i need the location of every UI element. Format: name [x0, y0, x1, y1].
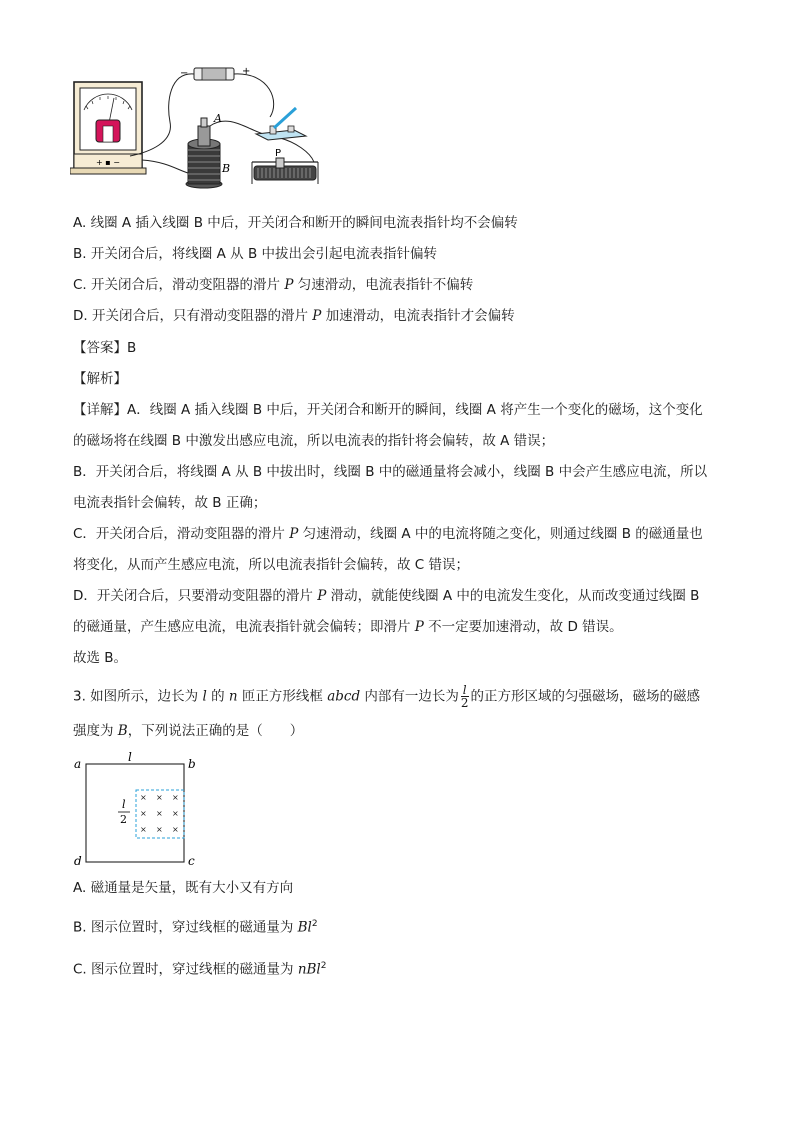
answer: [73, 338, 136, 358]
svg-text:×: ×: [156, 809, 163, 818]
meter-terminals: + ▪ −: [96, 158, 120, 167]
coil-a: [198, 118, 210, 146]
q3-option-a: A. 磁通量是矢量，既有大小又有方向: [73, 880, 294, 896]
q2-option-d: D. 开关闭合后，只有滑动变阻器的滑片 P 加速滑动，电流表指针才会偏转: [73, 308, 515, 324]
svg-text:×: ×: [140, 809, 147, 818]
label-p: P: [275, 148, 282, 159]
detail-line-6: 将变化，从而产生感应电流，所以电流表指针会偏转，故 C 错误；: [73, 557, 470, 573]
detail-line-3: B．开关闭合后，将线圈 A 从 B 中拔出时，线圈 B 中的磁通量将会减小，线圈 B 中会产生感应电流，所以: [73, 464, 708, 480]
svg-text:×: ×: [140, 825, 147, 834]
label-a: A: [214, 112, 222, 125]
detail-line-4: 电流表指针会偏转，故 B 正确；: [73, 495, 267, 511]
detail-line-7: D．开关闭合后，只要滑动变阻器的滑片 P 滑动，就能使线圈 A 中的电流发生变化，从而改变通过线圈 B: [73, 588, 700, 604]
vertex-b: b: [188, 757, 196, 771]
q3-option-b: B. 图示位置时，穿过线框的磁通量为 Bl$^2$: [73, 919, 318, 936]
q2-option-c: C. 开关闭合后，滑动变阻器的滑片 P 匀速滑动，电流表指针不偏转: [73, 277, 474, 293]
switch: [256, 108, 306, 140]
side-length-label: l: [128, 752, 132, 764]
detail-line-5: C．开关闭合后，滑动变阻器的滑片 P 匀速滑动，线圈 A 中的电流将随之变化，则通过线圈 B 的磁通量也: [73, 526, 703, 542]
q3-option-c: C. 图示位置时，穿过线框的磁通量为 nBl$^2$: [73, 961, 327, 978]
svg-text:×: ×: [156, 825, 163, 834]
rheostat: [252, 158, 318, 184]
label-b: B: [222, 162, 231, 175]
fraction-half-l: $\frac{l}{2}$: [460, 683, 469, 710]
square-frame-diagram: [70, 752, 210, 870]
answer-label: 【答案】: [73, 340, 127, 356]
answer-value: B: [127, 340, 137, 356]
q2-option-a: A. 线圈 A 插入线圈 B 中后，开关闭合和断开的瞬间电流表指针均不会偏转: [73, 215, 518, 231]
detail-line-2: 的磁场将在线圈 B 中激发出感应电流，所以电流表的指针将会偏转，故 A 错误；: [73, 433, 555, 449]
vertex-a: a: [74, 757, 82, 771]
battery-plus: +: [242, 66, 251, 77]
conclusion: 故选 B。: [73, 650, 128, 666]
svg-text:×: ×: [156, 793, 163, 802]
q3-stem-line-2: 强度为 B，下列说法正确的是（ ）: [73, 723, 304, 739]
half-label-num: l: [122, 798, 126, 811]
vertex-d: d: [74, 854, 82, 868]
circuit-diagram: [70, 62, 330, 190]
svg-text:×: ×: [172, 793, 179, 802]
analysis-label: 【解析】: [73, 371, 127, 387]
vertex-c: c: [188, 854, 195, 868]
battery-minus: −: [180, 68, 189, 79]
detail-line-1: 【详解】A．线圈 A 插入线圈 B 中后，开关闭合和断开的瞬间，线圈 A 将产生一个变化的磁场，这个变化: [73, 402, 703, 418]
q2-option-b: B. 开关闭合后，将线圈 A 从 B 中拔出会引起电流表指针偏转: [73, 246, 438, 262]
svg-text:×: ×: [172, 809, 179, 818]
q3-stem-line-1: 3. 如图所示，边长为 l 的 n 匝正方形线框 abcd 内部有一边长为 $\frac{l}{2}$ 的正方形区域的匀强磁场，磁场的磁感: [73, 683, 701, 710]
battery: [180, 66, 250, 80]
magnetic-field-crosses: [140, 793, 179, 834]
galvanometer: [70, 82, 146, 174]
svg-text:×: ×: [172, 825, 179, 834]
detail-line-8: 的磁通量，产生感应电流，电流表指针就会偏转；即滑片 P 不一定要加速滑动，故 D 错误。: [73, 619, 623, 635]
svg-text:×: ×: [140, 793, 147, 802]
half-label-den: 2: [120, 813, 127, 826]
